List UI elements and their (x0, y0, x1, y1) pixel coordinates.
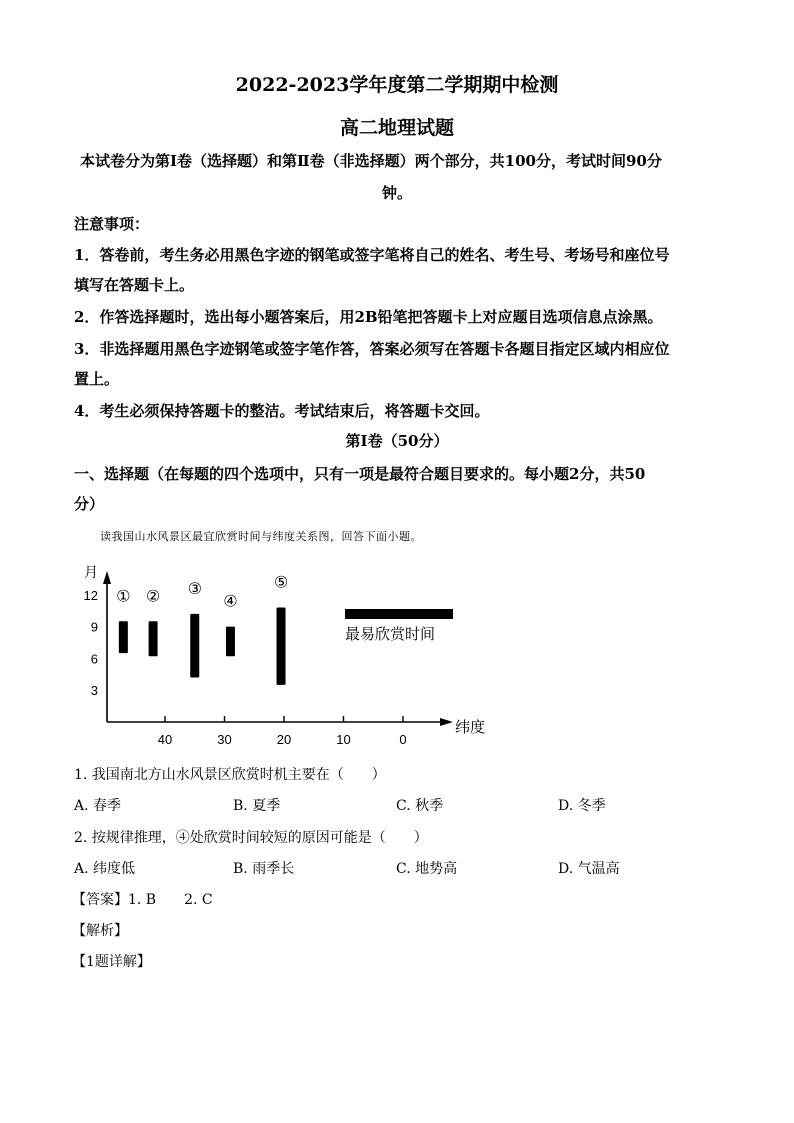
y-tick-label: 12 (83, 587, 98, 603)
question-option: D. 冬季 (558, 798, 606, 814)
period-bar (190, 614, 199, 678)
x-tick-label: 40 (157, 732, 173, 747)
question-option: B. 雨季长 (233, 861, 295, 877)
detail-label: 【1题详解】 (72, 954, 151, 970)
x-tick-label: 30 (217, 732, 232, 747)
intro-line-2: 钟。 (381, 184, 412, 202)
part1-heading: 第Ⅰ卷（50分） (345, 432, 449, 450)
x-tick-label: 0 (399, 732, 407, 747)
page-subtitle: 高二地理试题 (339, 117, 454, 139)
y-tick-label: 6 (90, 651, 98, 667)
notes-item: 2．作答选择题时，选出每小题答案后，用2B铅笔把答题卡上对应题目选项信息点涂黑。 (74, 308, 663, 326)
legend-label: 最易欣赏时间 (345, 626, 436, 643)
figure-caption: 读我国山水风景区最宜欣赏时间与纬度关系图，回答下面小题。 (100, 530, 422, 543)
question-option: A. 春季 (74, 798, 122, 814)
question-option: B. 夏季 (233, 798, 281, 814)
bar-label: ④ (223, 593, 238, 611)
question-option: C. 秋季 (396, 798, 444, 814)
y-tick-label: 9 (90, 619, 98, 635)
bar-label: ③ (187, 580, 202, 598)
period-bar (119, 621, 128, 653)
y-tick-label: 3 (90, 683, 98, 699)
notes-item: 1．答卷前，考生务必用黑色字迹的钢笔或签字笔将自己的姓名、考生号、考场号和座位号 (74, 246, 670, 264)
bar-label: ⑤ (273, 574, 289, 592)
question-stem: 1. 我国南北方山水风景区欣赏时机主要在（ ） (74, 767, 386, 783)
analysis-label: 【解析】 (72, 923, 128, 939)
answer-text: 1. B 2. C (128, 892, 213, 908)
question-option: C. 地势高 (396, 861, 458, 877)
legend-swatch (345, 609, 453, 619)
y-axis-label: 月 (84, 564, 98, 580)
period-bar (277, 608, 286, 685)
answer-label: 【答案】 (72, 892, 128, 908)
x-tick-label: 20 (276, 732, 292, 747)
y-axis-arrow (103, 571, 111, 584)
notes-item: 3．非选择题用黑色字迹钢笔或签字笔作答，答案必须写在答题卡各题目指定区域内相应位 (74, 340, 670, 358)
answer-line (72, 889, 213, 909)
notes-item: 填写在答题卡上。 (74, 276, 195, 294)
period-bar (226, 627, 235, 657)
question-stem: 2. 按规律推理，④处欣赏时间较短的原因可能是（ ） (74, 830, 428, 846)
notes-heading: 注意事项： (74, 215, 150, 233)
x-tick-label: 10 (336, 732, 351, 747)
intro-line-1: 本试卷分为第Ⅰ卷（选择题）和第Ⅱ卷（非选择题）两个部分，共100分，考试时间90分 (80, 152, 662, 170)
section-heading-line-2: 分） (74, 495, 105, 513)
x-axis-label: 纬度 (455, 719, 486, 736)
bar-label: ① (116, 588, 131, 606)
question-option: D. 气温高 (558, 861, 620, 877)
question-option: A. 纬度低 (74, 861, 136, 877)
period-bar (149, 621, 158, 656)
page-title: 2022-2023学年度第二学期期中检测 (235, 74, 559, 96)
notes-item: 置上。 (74, 370, 120, 388)
section-heading-line-1: 一、选择题（在每题的四个选项中，只有一项是最符合题目要求的。每小题2分，共50 (74, 465, 646, 483)
bar-label: ② (145, 588, 161, 606)
notes-item: 4．考生必须保持答题卡的整洁。考试结束后，将答题卡交回。 (74, 402, 490, 420)
x-axis-arrow (440, 718, 453, 726)
